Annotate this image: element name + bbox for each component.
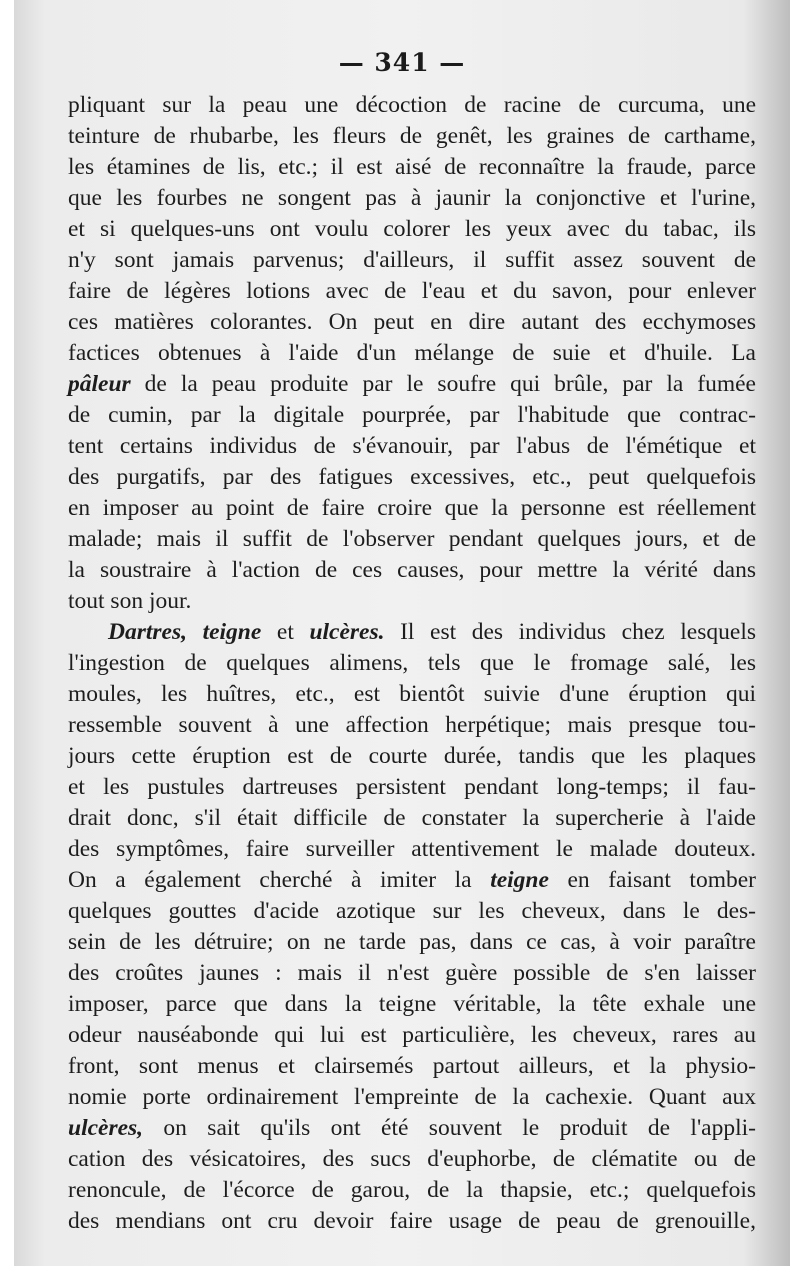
text-line xyxy=(68,121,756,152)
text-line xyxy=(68,586,756,617)
line-text: factices obtenues à l'aide d'un mélange de suie et d'huile. La xyxy=(68,340,756,366)
line-text: On a également cherché à imiter la xyxy=(68,867,491,893)
text-line xyxy=(68,1082,756,1113)
body-text xyxy=(68,90,756,1237)
line-text: et xyxy=(261,619,310,645)
line-text: nomie porte ordinairement l'empreinte de la cachexie. Quant aux xyxy=(68,1084,756,1110)
text-line xyxy=(68,989,756,1020)
line-text: renoncule, de l'écorce de garou, de la thapsie, etc.; quelquefois xyxy=(68,1177,756,1203)
italic-term: pâleur xyxy=(68,371,131,397)
line-text: la soustraire à l'action de ces causes, pour mettre la vérité dans xyxy=(68,557,756,583)
text-line xyxy=(68,555,756,586)
line-text: on sait qu'ils ont été souvent le produit de l'appli- xyxy=(143,1115,756,1141)
text-line xyxy=(68,493,756,524)
line-text: malade; mais il suffit de l'observer pendant quelques jours, et de xyxy=(68,526,756,552)
line-text: des purgatifs, par des fatigues excessives, etc., peut quelquefois xyxy=(68,464,756,490)
text-line xyxy=(68,1206,756,1237)
line-text: les étamines de lis, etc.; il est aisé de reconnaître la fraude, parce xyxy=(68,154,756,180)
line-text: de cumin, par la digitale pourprée, par l'habitude que contrac- xyxy=(68,402,756,428)
line-text: Il est des individus chez lesquels xyxy=(384,619,756,645)
text-line xyxy=(68,400,756,431)
page-number: — 341 — xyxy=(338,48,466,77)
italic-term: teigne xyxy=(490,867,549,893)
text-line xyxy=(68,431,756,462)
line-text: pliquant sur la peau une décoction de racine de curcuma, une xyxy=(68,92,756,118)
text-line xyxy=(68,617,756,648)
text-line xyxy=(68,1113,756,1144)
line-text: faire de légères lotions avec de l'eau et du savon, pour enlever xyxy=(68,278,756,304)
line-text: et les pustules dartreuses persistent pendant long-temps; il fau- xyxy=(68,774,756,800)
line-text: imposer, parce que dans la teigne véritable, la tête exhale une xyxy=(68,991,756,1017)
line-text: sein de les détruire; on ne tarde pas, dans ce cas, à voir paraître xyxy=(68,929,756,955)
line-text: et si quelques-uns ont voulu colorer les yeux avec du tabac, ils xyxy=(68,216,756,242)
text-line xyxy=(68,741,756,772)
italic-term: ulcères. xyxy=(309,619,385,645)
text-line xyxy=(68,214,756,245)
text-line xyxy=(68,865,756,896)
book-page xyxy=(14,0,790,1266)
line-text: ces matières colorantes. On peut en dire autant des ecchymoses xyxy=(68,309,756,335)
text-line xyxy=(68,710,756,741)
text-line xyxy=(68,276,756,307)
line-text: ressemble souvent à une affection herpétique; mais presque tou- xyxy=(68,712,756,738)
line-text: des symptômes, faire surveiller attentivement le malade douteux. xyxy=(68,836,756,862)
text-line xyxy=(68,648,756,679)
text-line xyxy=(68,307,756,338)
italic-term: Dartres, teigne xyxy=(108,619,262,645)
text-line xyxy=(68,245,756,276)
text-line xyxy=(68,183,756,214)
text-line xyxy=(68,772,756,803)
line-text: drait donc, s'il était difficile de constater la supercherie à l'aide xyxy=(68,805,756,831)
text-line xyxy=(68,1144,756,1175)
text-line xyxy=(68,1020,756,1051)
text-line xyxy=(68,834,756,865)
line-text: de la peau produite par le soufre qui brûle, par la fumée xyxy=(130,371,756,397)
text-line xyxy=(68,679,756,710)
line-text: moules, les huîtres, etc., est bientôt suivie d'une éruption qui xyxy=(68,681,756,707)
text-line xyxy=(68,958,756,989)
line-text: des mendians ont cru devoir faire usage de peau de grenouille, xyxy=(68,1208,756,1234)
italic-term: ulcères, xyxy=(68,1115,144,1141)
text-line xyxy=(68,1175,756,1206)
line-text: que les fourbes ne songent pas à jaunir la conjonctive et l'urine, xyxy=(68,185,756,211)
line-text: teinture de rhubarbe, les fleurs de genêt, les graines de carthame, xyxy=(68,123,756,149)
line-text: odeur nauséabonde qui lui est particulière, les cheveux, rares au xyxy=(68,1022,756,1048)
text-line xyxy=(68,927,756,958)
text-line xyxy=(68,338,756,369)
text-line xyxy=(68,152,756,183)
text-line xyxy=(68,803,756,834)
text-line xyxy=(68,369,756,400)
line-text: des croûtes jaunes : mais il n'est guère possible de s'en laisser xyxy=(68,960,756,986)
line-text: front, sont menus et clairsemés partout ailleurs, et la physio- xyxy=(68,1053,756,1079)
text-line xyxy=(68,524,756,555)
text-line xyxy=(68,90,756,121)
text-line xyxy=(68,896,756,927)
line-text: en imposer au point de faire croire que la personne est réellement xyxy=(68,495,756,521)
line-text: quelques gouttes d'acide azotique sur les cheveux, dans le des- xyxy=(68,898,756,924)
line-text: tent certains individus de s'évanouir, par l'abus de l'émétique et xyxy=(68,433,756,459)
line-text: cation des vésicatoires, des sucs d'euphorbe, de clématite ou de xyxy=(68,1146,756,1172)
line-text: jours cette éruption est de courte durée, tandis que les plaques xyxy=(68,743,756,769)
text-line xyxy=(68,1051,756,1082)
line-text: n'y sont jamais parvenus; d'ailleurs, il suffit assez souvent de xyxy=(68,247,756,273)
line-text: l'ingestion de quelques alimens, tels que le fromage salé, les xyxy=(68,650,756,676)
line-text: en faisant tomber xyxy=(548,867,756,893)
line-text: tout son jour. xyxy=(68,588,192,614)
text-line xyxy=(68,462,756,493)
